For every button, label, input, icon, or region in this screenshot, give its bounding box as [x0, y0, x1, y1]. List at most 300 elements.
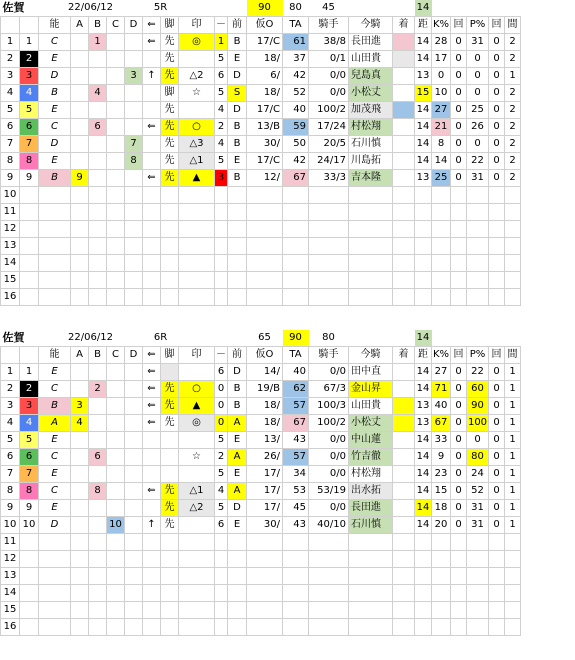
cell: 10 — [432, 85, 451, 102]
cell — [283, 272, 309, 289]
cell — [283, 551, 309, 568]
cell — [89, 153, 107, 170]
cell — [39, 255, 71, 272]
cell: 0/0 — [309, 466, 349, 483]
cell: 0 — [451, 51, 467, 68]
cell — [247, 585, 283, 602]
cell — [415, 568, 432, 585]
cell: 15 — [1, 272, 20, 289]
cell: 1 — [505, 466, 521, 483]
horse-row — [1, 585, 521, 602]
cell: 40 — [283, 364, 309, 381]
cell — [89, 551, 107, 568]
cell — [228, 221, 247, 238]
cell — [107, 364, 125, 381]
cell: ◎ — [179, 34, 215, 51]
cell — [451, 585, 467, 602]
cell — [415, 585, 432, 602]
cell — [161, 466, 179, 483]
cell — [179, 466, 215, 483]
cell: 先 — [161, 102, 179, 119]
race-table — [0, 330, 521, 636]
cell: D — [228, 364, 247, 381]
cell — [71, 466, 89, 483]
cell — [309, 238, 349, 255]
cell: E — [228, 51, 247, 68]
cell: 8 — [125, 153, 143, 170]
cell: 12 — [1, 221, 20, 238]
cell — [143, 153, 161, 170]
cell: 6 — [89, 119, 107, 136]
cell — [89, 398, 107, 415]
info-spacer — [179, 330, 247, 347]
column-header-row — [1, 347, 521, 364]
cell — [393, 187, 415, 204]
horse-row — [1, 381, 521, 398]
cell — [125, 272, 143, 289]
cell — [71, 68, 89, 85]
cell — [39, 568, 71, 585]
cell — [107, 551, 125, 568]
cell: 67/3 — [309, 381, 349, 398]
cell — [71, 272, 89, 289]
column-header: 回 — [489, 17, 505, 34]
cell: D — [228, 500, 247, 517]
cell — [107, 272, 125, 289]
cell: 37 — [283, 51, 309, 68]
cell — [505, 619, 521, 636]
cell: 13 — [415, 415, 432, 432]
cell — [349, 187, 393, 204]
cell — [283, 255, 309, 272]
cell — [393, 51, 415, 68]
cell — [432, 568, 451, 585]
cell — [179, 602, 215, 619]
cell — [228, 585, 247, 602]
cell: 17/ — [247, 483, 283, 500]
column-header: A — [71, 17, 89, 34]
column-header: 距 — [415, 17, 432, 34]
cell: △2 — [179, 500, 215, 517]
cell: 40 — [432, 398, 451, 415]
cell — [161, 602, 179, 619]
cell: 0/0 — [309, 364, 349, 381]
cell: 0/0 — [309, 68, 349, 85]
cell — [143, 204, 161, 221]
cell — [161, 272, 179, 289]
cell: 40 — [283, 102, 309, 119]
cell — [39, 221, 71, 238]
cell: 4 — [20, 85, 39, 102]
cell: 0/0 — [309, 500, 349, 517]
cell: 100 — [467, 415, 489, 432]
cell: 1 — [505, 483, 521, 500]
cell: 0 — [467, 432, 489, 449]
cell: 23 — [432, 466, 451, 483]
cell — [393, 102, 415, 119]
cell: 100/2 — [309, 415, 349, 432]
cell: 村松翔 — [349, 466, 393, 483]
cell — [505, 585, 521, 602]
cell: 3 — [20, 68, 39, 85]
info-spacer — [179, 0, 247, 17]
cell: 6 — [1, 119, 20, 136]
cell: 先 — [161, 381, 179, 398]
column-header: D — [125, 17, 143, 34]
column-header-row — [1, 17, 521, 34]
cell: 40/10 — [309, 517, 349, 534]
horse-row — [1, 187, 521, 204]
cell: B — [228, 136, 247, 153]
cell: 6 — [20, 119, 39, 136]
cell — [125, 483, 143, 500]
cell — [125, 602, 143, 619]
horse-row — [1, 221, 521, 238]
cell: ⇐ — [143, 34, 161, 51]
cell: 8 — [432, 136, 451, 153]
cell: 6 — [1, 449, 20, 466]
cell: 7 — [125, 136, 143, 153]
cell: 0 — [489, 466, 505, 483]
cell — [161, 432, 179, 449]
cell: 0 — [451, 449, 467, 466]
cell — [393, 619, 415, 636]
cell — [125, 204, 143, 221]
cell — [107, 432, 125, 449]
cell: 67 — [283, 415, 309, 432]
cell: 28 — [432, 34, 451, 51]
cell — [283, 204, 309, 221]
cell — [179, 517, 215, 534]
cell — [143, 221, 161, 238]
cell: 42 — [283, 68, 309, 85]
cell — [179, 204, 215, 221]
cell: 43 — [283, 432, 309, 449]
race-date: 22/06/12 — [68, 332, 113, 343]
cell — [393, 364, 415, 381]
cell: 0 — [489, 153, 505, 170]
cell — [393, 500, 415, 517]
cell — [415, 221, 432, 238]
cell: 90 — [467, 398, 489, 415]
cell: 13 — [415, 68, 432, 85]
info-spacer — [432, 0, 521, 17]
cell — [39, 585, 71, 602]
cell: B — [228, 398, 247, 415]
cell — [432, 619, 451, 636]
cell: 1 — [505, 500, 521, 517]
cell: 52 — [283, 85, 309, 102]
cell: 13 — [1, 568, 20, 585]
race-number: 5R — [153, 2, 168, 13]
info-spacer — [432, 330, 521, 347]
cell — [179, 272, 215, 289]
cell: 14 — [415, 483, 432, 500]
cell — [143, 432, 161, 449]
column-header: 仮O — [247, 17, 283, 34]
cell: 67 — [283, 170, 309, 187]
cell — [89, 619, 107, 636]
column-header: 騎手 — [309, 347, 349, 364]
cell: 6 — [215, 517, 228, 534]
cell: 0 — [467, 85, 489, 102]
cell — [415, 289, 432, 306]
cell — [107, 602, 125, 619]
cell: E — [228, 517, 247, 534]
column-header: 仮O — [247, 347, 283, 364]
cell: 34 — [283, 466, 309, 483]
horse-row — [1, 85, 521, 102]
cell — [451, 619, 467, 636]
cell — [505, 204, 521, 221]
track-name: 佐賀 — [2, 331, 25, 344]
cell — [161, 364, 179, 381]
cell: 17 — [432, 51, 451, 68]
cell: 71 — [432, 381, 451, 398]
column-header: 騎手 — [309, 17, 349, 34]
column-header: 能 — [39, 347, 71, 364]
cell — [215, 534, 228, 551]
cell: 14 — [1, 585, 20, 602]
cell — [247, 602, 283, 619]
cell — [309, 204, 349, 221]
top-kyori: 14 — [415, 330, 432, 347]
cell — [393, 466, 415, 483]
cell — [393, 204, 415, 221]
cell — [467, 255, 489, 272]
cell: 先 — [161, 119, 179, 136]
cell — [161, 449, 179, 466]
cell — [39, 551, 71, 568]
cell: 1 — [505, 381, 521, 398]
cell: 14 — [415, 136, 432, 153]
cell: 1 — [505, 364, 521, 381]
cell: △3 — [179, 136, 215, 153]
cell — [107, 568, 125, 585]
cell: 5 — [215, 51, 228, 68]
cell: 4 — [89, 85, 107, 102]
race-number: 6R — [153, 332, 168, 343]
cell — [89, 364, 107, 381]
cell: ⇐ — [143, 364, 161, 381]
cell — [161, 255, 179, 272]
cell — [393, 602, 415, 619]
cell: 9 — [1, 500, 20, 517]
cell: 村松翔 — [349, 119, 393, 136]
cell — [393, 398, 415, 415]
cell — [215, 272, 228, 289]
cell — [71, 34, 89, 51]
cell: 100/2 — [309, 102, 349, 119]
cell — [107, 204, 125, 221]
cell — [179, 432, 215, 449]
cell: 5 — [215, 500, 228, 517]
cell — [215, 238, 228, 255]
cell: 62 — [283, 381, 309, 398]
cell — [349, 221, 393, 238]
cell — [107, 255, 125, 272]
cell — [107, 500, 125, 517]
horse-row — [1, 51, 521, 68]
cell — [467, 272, 489, 289]
cell — [349, 255, 393, 272]
cell: 1 — [505, 517, 521, 534]
cell — [247, 534, 283, 551]
column-header — [20, 347, 39, 364]
cell: 0 — [451, 500, 467, 517]
cell — [39, 619, 71, 636]
cell — [125, 432, 143, 449]
cell: 25 — [432, 170, 451, 187]
cell — [505, 289, 521, 306]
cell — [71, 153, 89, 170]
cell: 52 — [467, 483, 489, 500]
cell — [349, 534, 393, 551]
cell — [161, 551, 179, 568]
cell — [393, 381, 415, 398]
column-header: ⇐ — [143, 17, 161, 34]
cell: 先 — [161, 500, 179, 517]
cell: E — [39, 51, 71, 68]
cell: 山田貴 — [349, 51, 393, 68]
cell — [89, 187, 107, 204]
cell — [467, 289, 489, 306]
cell — [489, 272, 505, 289]
cell — [20, 619, 39, 636]
cell — [228, 534, 247, 551]
horse-row — [1, 619, 521, 636]
cell: 13 — [415, 398, 432, 415]
cell: 1 — [505, 68, 521, 85]
cell — [247, 272, 283, 289]
cell: 0 — [215, 415, 228, 432]
cell — [489, 204, 505, 221]
cell — [179, 585, 215, 602]
cell — [71, 204, 89, 221]
cell: 0 — [215, 381, 228, 398]
cell — [89, 102, 107, 119]
cell — [228, 619, 247, 636]
cell — [125, 398, 143, 415]
cell — [467, 187, 489, 204]
cell: 0 — [467, 68, 489, 85]
cell — [393, 272, 415, 289]
cell — [125, 187, 143, 204]
cell: 67 — [432, 415, 451, 432]
cell — [125, 51, 143, 68]
column-header: 前 — [228, 17, 247, 34]
cell: 0 — [489, 102, 505, 119]
cell: 11 — [1, 204, 20, 221]
cell: 25 — [467, 102, 489, 119]
cell — [125, 364, 143, 381]
cell — [349, 568, 393, 585]
cell — [309, 551, 349, 568]
cell: 31 — [467, 34, 489, 51]
cell — [489, 551, 505, 568]
cell: 9 — [71, 170, 89, 187]
cell: B — [228, 381, 247, 398]
column-header: ⇐ — [143, 347, 161, 364]
cell: S — [228, 85, 247, 102]
cell — [71, 221, 89, 238]
horse-row — [1, 602, 521, 619]
cell — [71, 483, 89, 500]
cell: 19/B — [247, 381, 283, 398]
cell — [89, 170, 107, 187]
cell: 3 — [1, 398, 20, 415]
cell — [489, 221, 505, 238]
cell: 38/8 — [309, 34, 349, 51]
cell: 12 — [1, 551, 20, 568]
column-header — [1, 17, 20, 34]
cell: 14 — [415, 381, 432, 398]
cell: 53/19 — [309, 483, 349, 500]
cell — [71, 534, 89, 551]
cell: 5 — [215, 432, 228, 449]
top-ta: 80 — [289, 2, 302, 13]
cell: 0 — [489, 51, 505, 68]
cell — [107, 415, 125, 432]
cell — [309, 585, 349, 602]
cell — [179, 534, 215, 551]
cell — [283, 602, 309, 619]
cell: 0 — [489, 85, 505, 102]
cell — [505, 187, 521, 204]
cell — [179, 364, 215, 381]
cell: 1 — [1, 364, 20, 381]
cell: 3 — [215, 170, 228, 187]
cell — [161, 568, 179, 585]
cell: 6 — [89, 449, 107, 466]
cell: B — [39, 398, 71, 415]
cell — [71, 602, 89, 619]
cell — [89, 602, 107, 619]
cell: 0 — [451, 102, 467, 119]
cell: 出水拓 — [349, 483, 393, 500]
cell: 6 — [215, 68, 228, 85]
cell — [215, 204, 228, 221]
cell — [451, 187, 467, 204]
cell: 吉本隆 — [349, 170, 393, 187]
column-header — [1, 347, 20, 364]
cell: 先 — [161, 136, 179, 153]
top-ta: 90 — [283, 330, 309, 347]
cell — [432, 238, 451, 255]
cell: 17/C — [247, 153, 283, 170]
cell — [489, 289, 505, 306]
cell: 0 — [451, 119, 467, 136]
cell: 加茂飛 — [349, 102, 393, 119]
column-header: 着 — [393, 17, 415, 34]
cell: 5 — [1, 432, 20, 449]
cell — [125, 381, 143, 398]
cell — [143, 449, 161, 466]
cell: B — [39, 85, 71, 102]
cell — [393, 517, 415, 534]
cell — [228, 187, 247, 204]
cell — [89, 221, 107, 238]
cell — [125, 34, 143, 51]
cell: E — [39, 102, 71, 119]
cell: 18/ — [247, 51, 283, 68]
cell — [247, 221, 283, 238]
cell: 26 — [467, 119, 489, 136]
cell — [161, 289, 179, 306]
cell — [228, 238, 247, 255]
cell: A — [228, 415, 247, 432]
cell — [71, 381, 89, 398]
